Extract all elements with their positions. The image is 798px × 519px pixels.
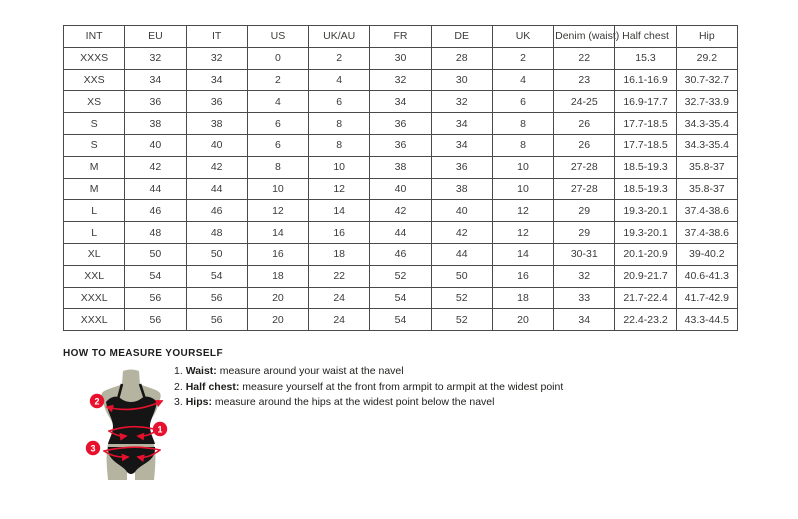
table-cell: 17.7-18.5 — [615, 113, 676, 135]
table-cell: 54 — [370, 309, 431, 331]
size-chart-body — [64, 47, 738, 330]
table-cell: 36 — [370, 113, 431, 135]
waist-marker — [153, 422, 167, 436]
table-cell: 20 — [247, 309, 308, 331]
table-cell: 52 — [431, 287, 492, 309]
table-cell: 12 — [309, 178, 370, 200]
camisole-top-shape — [106, 397, 157, 444]
table-cell: 8 — [247, 156, 308, 178]
table-row — [64, 134, 738, 156]
step-label: Hips: — [185, 396, 212, 408]
step-text: measure yourself at the front from armpit to armpit at the widest point — [242, 380, 564, 393]
table-cell: 30-31 — [554, 243, 615, 265]
column-header: UK — [492, 26, 553, 48]
table-cell: XXXL — [64, 309, 125, 331]
table-cell: 18 — [247, 265, 308, 287]
table-cell: 34.3-35.4 — [676, 113, 737, 135]
table-cell: 38 — [186, 113, 247, 135]
hips-marker — [86, 441, 100, 455]
table-cell: 42 — [370, 200, 431, 222]
column-header: Denim (waist) — [554, 26, 615, 48]
column-header: EU — [125, 26, 186, 48]
table-cell: S — [64, 113, 125, 135]
table-cell: 29 — [554, 222, 615, 244]
table-cell: 46 — [370, 243, 431, 265]
table-cell: 24 — [309, 309, 370, 331]
table-cell: 48 — [186, 222, 247, 244]
table-cell: 10 — [309, 156, 370, 178]
table-cell: 6 — [309, 91, 370, 113]
table-row — [64, 287, 738, 309]
table-cell: 32.7-33.9 — [676, 91, 737, 113]
table-cell: 2 — [309, 47, 370, 69]
table-cell: 56 — [125, 287, 186, 309]
table-row — [64, 47, 738, 69]
table-cell: 19.3-20.1 — [615, 222, 676, 244]
table-cell: 27-28 — [554, 156, 615, 178]
table-cell: 17.7-18.5 — [615, 134, 676, 156]
table-cell: 38 — [370, 156, 431, 178]
column-header: INT — [64, 26, 125, 48]
table-cell: 40 — [186, 134, 247, 156]
table-cell: 21.7-22.4 — [615, 287, 676, 309]
size-chart-header — [64, 26, 738, 48]
table-cell: 34 — [370, 91, 431, 113]
table-cell: 22 — [554, 47, 615, 69]
table-cell: 20.9-21.7 — [615, 265, 676, 287]
table-cell: 0 — [247, 47, 308, 69]
table-cell: 50 — [431, 265, 492, 287]
table-cell: 40 — [125, 134, 186, 156]
table-row — [64, 243, 738, 265]
table-cell: XXXL — [64, 287, 125, 309]
table-cell: 10 — [492, 156, 553, 178]
table-cell: 16 — [492, 265, 553, 287]
table-cell: 34.3-35.4 — [676, 134, 737, 156]
table-cell: 34 — [554, 309, 615, 331]
table-cell: 16.9-17.7 — [615, 91, 676, 113]
table-cell: 28 — [431, 47, 492, 69]
table-cell: 36 — [186, 91, 247, 113]
table-cell: 34 — [186, 69, 247, 91]
table-cell: 10 — [492, 178, 553, 200]
table-cell: 42 — [186, 156, 247, 178]
table-cell: 56 — [125, 309, 186, 331]
how-to-measure-title: HOW TO MEASURE YOURSELF — [63, 348, 223, 359]
measuring-steps — [174, 366, 563, 413]
step-half-chest — [174, 382, 563, 393]
table-cell: 42 — [125, 156, 186, 178]
table-cell: 41.7-42.9 — [676, 287, 737, 309]
column-header: UK/AU — [309, 26, 370, 48]
table-cell: 48 — [125, 222, 186, 244]
table-row — [64, 309, 738, 331]
table-cell: 20 — [492, 309, 553, 331]
table-cell: XXL — [64, 265, 125, 287]
table-cell: 12 — [492, 200, 553, 222]
table-cell: 4 — [492, 69, 553, 91]
table-cell: 52 — [370, 265, 431, 287]
table-cell: 14 — [247, 222, 308, 244]
table-row — [64, 222, 738, 244]
step-number: 3. — [174, 396, 183, 408]
table-row — [64, 200, 738, 222]
table-cell: 6 — [247, 134, 308, 156]
table-cell: 18.5-19.3 — [615, 178, 676, 200]
table-cell: 24-25 — [554, 91, 615, 113]
table-cell: 40 — [370, 178, 431, 200]
table-cell: 36 — [431, 156, 492, 178]
step-label: Waist: — [185, 365, 217, 377]
table-cell: 36 — [370, 134, 431, 156]
table-cell: 33 — [554, 287, 615, 309]
table-cell: 18.5-19.3 — [615, 156, 676, 178]
table-cell: M — [64, 178, 125, 200]
column-header: IT — [186, 26, 247, 48]
table-row — [64, 265, 738, 287]
table-cell: 56 — [186, 287, 247, 309]
table-cell: 18 — [492, 287, 553, 309]
table-cell: 40 — [431, 200, 492, 222]
step-number: 2. — [174, 380, 183, 393]
step-text: measure around the hips at the widest point below the navel — [214, 396, 495, 408]
table-cell: 32 — [554, 265, 615, 287]
table-cell: 46 — [125, 200, 186, 222]
table-cell: 38 — [431, 178, 492, 200]
table-cell: 8 — [492, 113, 553, 135]
table-cell: 8 — [309, 113, 370, 135]
table-cell: 12 — [247, 200, 308, 222]
table-cell: 37.4-38.6 — [676, 222, 737, 244]
table-cell: 44 — [186, 178, 247, 200]
table-cell: 29 — [554, 200, 615, 222]
table-cell: 30.7-32.7 — [676, 69, 737, 91]
table-cell: 12 — [492, 222, 553, 244]
chest-marker — [90, 394, 104, 408]
table-cell: 6 — [492, 91, 553, 113]
table-cell: 35.8-37 — [676, 178, 737, 200]
table-cell: 32 — [186, 47, 247, 69]
step-waist — [174, 366, 563, 377]
table-cell: 8 — [309, 134, 370, 156]
table-cell: XXS — [64, 69, 125, 91]
table-cell: 54 — [186, 265, 247, 287]
step-number: 1. — [174, 365, 183, 377]
table-cell: 44 — [431, 243, 492, 265]
table-cell: 35.8-37 — [676, 156, 737, 178]
table-cell: L — [64, 200, 125, 222]
table-cell: 23 — [554, 69, 615, 91]
table-cell: 42 — [431, 222, 492, 244]
table-cell: 44 — [125, 178, 186, 200]
table-row — [64, 113, 738, 135]
column-header: US — [247, 26, 308, 48]
step-text: measure around your waist at the navel — [219, 365, 404, 377]
table-cell: 4 — [309, 69, 370, 91]
table-cell: 19.3-20.1 — [615, 200, 676, 222]
table-cell: 40.6-41.3 — [676, 265, 737, 287]
table-cell: 38 — [125, 113, 186, 135]
table-cell: 6 — [247, 113, 308, 135]
table-cell: 37.4-38.6 — [676, 200, 737, 222]
table-cell: 16.1-16.9 — [615, 69, 676, 91]
table-cell: 20.1-20.9 — [615, 243, 676, 265]
table-cell: L — [64, 222, 125, 244]
table-cell: 16 — [309, 222, 370, 244]
table-cell: 14 — [309, 200, 370, 222]
table-row — [64, 178, 738, 200]
table-cell: M — [64, 156, 125, 178]
table-cell: 26 — [554, 113, 615, 135]
table-cell: 10 — [247, 178, 308, 200]
column-header: FR — [370, 26, 431, 48]
table-cell: 32 — [370, 69, 431, 91]
table-cell: 36 — [125, 91, 186, 113]
step-label: Half chest: — [185, 380, 240, 393]
table-cell: 14 — [492, 243, 553, 265]
measurement-illustration — [76, 368, 186, 492]
table-cell: 34 — [431, 134, 492, 156]
table-cell: XL — [64, 243, 125, 265]
table-cell: 44 — [370, 222, 431, 244]
table-cell: XS — [64, 91, 125, 113]
header-row — [64, 26, 738, 48]
mannequin-figure — [76, 368, 186, 492]
table-row — [64, 156, 738, 178]
table-cell: 4 — [247, 91, 308, 113]
table-cell: 30 — [370, 47, 431, 69]
table-cell: 22 — [309, 265, 370, 287]
table-cell: S — [64, 134, 125, 156]
table-cell: 52 — [431, 309, 492, 331]
column-header: DE — [431, 26, 492, 48]
step-hips — [174, 397, 563, 408]
size-chart-table — [63, 25, 738, 331]
table-cell: 32 — [125, 47, 186, 69]
column-header: Hip — [676, 26, 737, 48]
table-cell: 30 — [431, 69, 492, 91]
table-cell: 2 — [492, 47, 553, 69]
table-cell: 22.4-23.2 — [615, 309, 676, 331]
table-cell: 39-40.2 — [676, 243, 737, 265]
table-cell: 20 — [247, 287, 308, 309]
chest-marker-number: 2 — [94, 396, 100, 407]
table-cell: 54 — [370, 287, 431, 309]
table-cell: 50 — [186, 243, 247, 265]
table-cell: 29.2 — [676, 47, 737, 69]
table-cell: 46 — [186, 200, 247, 222]
table-cell: 54 — [125, 265, 186, 287]
table-cell: 27-28 — [554, 178, 615, 200]
waist-marker-number: 1 — [157, 424, 163, 435]
table-cell: 16 — [247, 243, 308, 265]
table-cell: 2 — [247, 69, 308, 91]
table-cell: 34 — [125, 69, 186, 91]
table-cell: 43.3-44.5 — [676, 309, 737, 331]
table-row — [64, 91, 738, 113]
hips-marker-number: 3 — [90, 443, 96, 454]
table-cell: 24 — [309, 287, 370, 309]
table-cell: 26 — [554, 134, 615, 156]
table-cell: 18 — [309, 243, 370, 265]
table-cell: 50 — [125, 243, 186, 265]
table-cell: 8 — [492, 134, 553, 156]
table-row — [64, 69, 738, 91]
table-cell: 56 — [186, 309, 247, 331]
table-cell: 34 — [431, 113, 492, 135]
table-cell: 15.3 — [615, 47, 676, 69]
table-cell: XXXS — [64, 47, 125, 69]
table-cell: 32 — [431, 91, 492, 113]
column-header: Half chest — [615, 26, 676, 48]
